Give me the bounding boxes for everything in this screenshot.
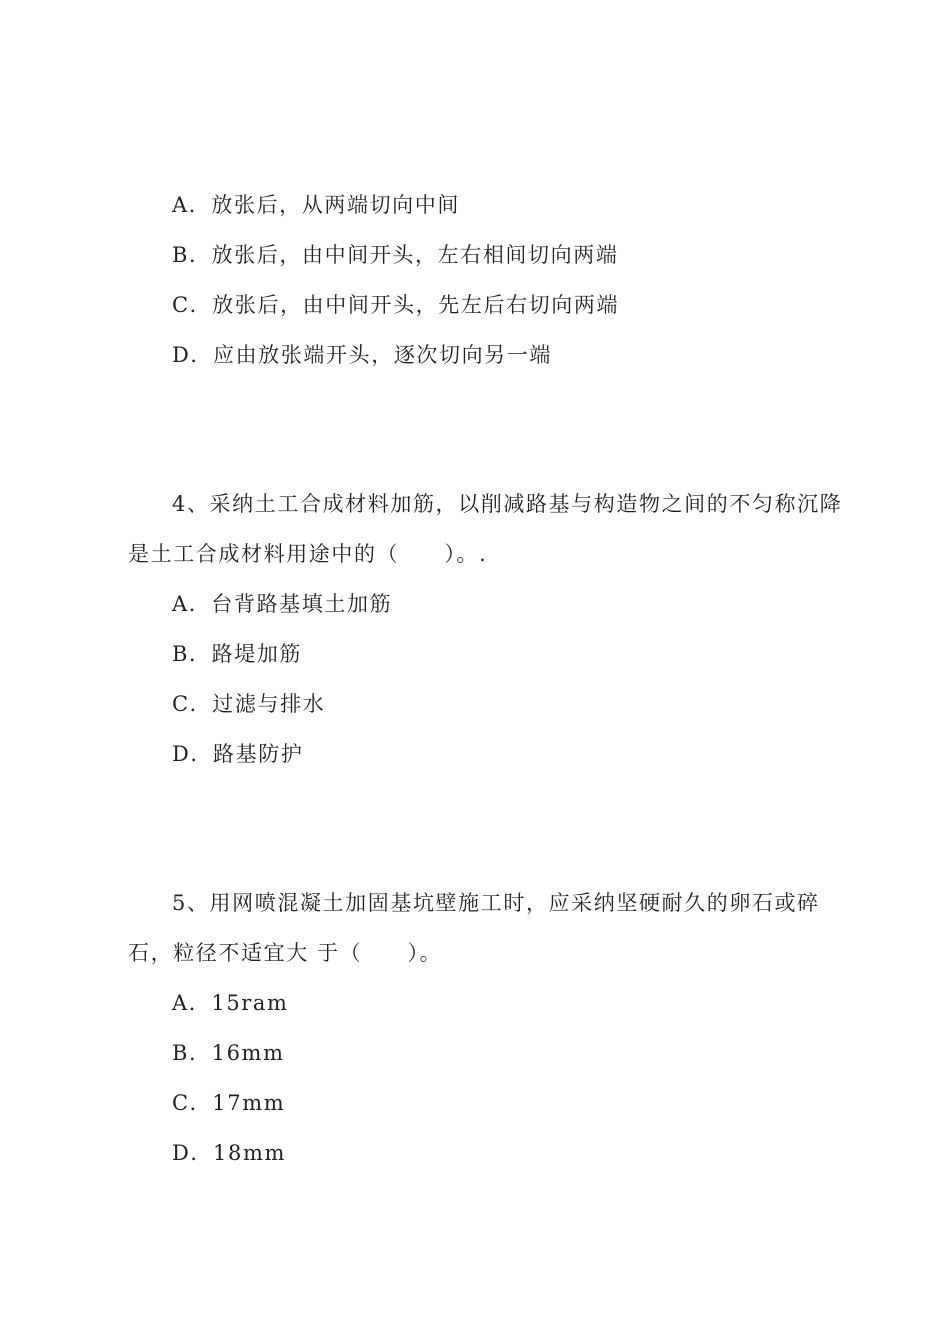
- q3-option-a: A．放张后，从两端切向中间: [172, 193, 460, 217]
- q4-option-a: A．台背路基填土加筋: [172, 592, 393, 616]
- q4-option-d: D．路基防护: [172, 742, 304, 766]
- q5-stem-line2: 石，粒径不适宜大 于（ ）。: [128, 941, 443, 965]
- q4-option-b: B．路堤加筋: [172, 642, 303, 666]
- q4-stem-line1: 4、采纳土工合成材料加筋，以削减路基与构造物之间的不匀称沉降: [172, 492, 843, 516]
- q5-option-b: B．16mm: [172, 1041, 285, 1065]
- q5-option-c: C．17mm: [172, 1091, 286, 1115]
- q3-option-c: C．放张后，由中间开头，先左后右切向两端: [172, 293, 620, 317]
- q4-option-c: C．过滤与排水: [172, 692, 326, 716]
- q3-option-d: D．应由放张端开头，逐次切向另一端: [172, 343, 553, 367]
- q3-option-b: B．放张后，由中间开头，左右相间切向两端: [172, 243, 619, 267]
- q4-stem-line2: 是土工合成材料用途中的（ ）。.: [128, 542, 488, 566]
- q5-stem-line1: 5、用网喷混凝土加固基坑壁施工时，应采纳坚硬耐久的卵石或碎: [172, 891, 820, 915]
- q5-option-d: D．18mm: [172, 1141, 286, 1165]
- q5-option-a: A．15ram: [172, 991, 289, 1015]
